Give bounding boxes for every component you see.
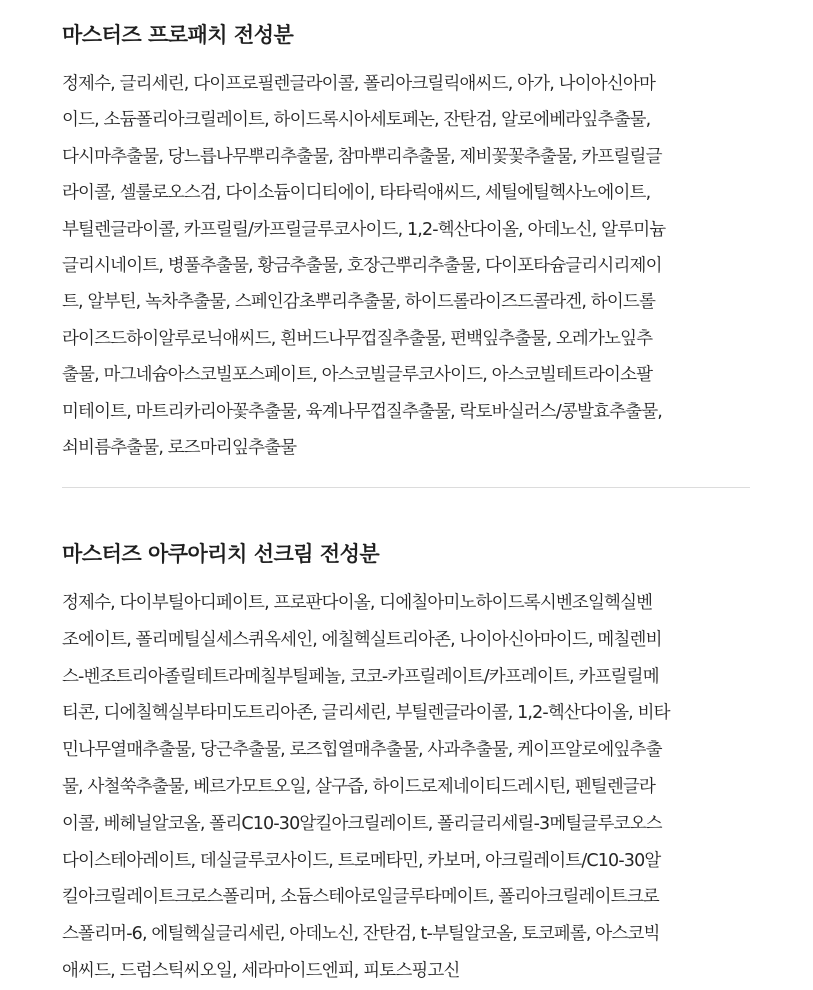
ingredients-section-sunscreen [62, 535, 762, 990]
ingredients-line: 트, 알부틴, 녹차추출물, 스페인감초뿌리추출물, 하이드롤라이즈드콜라겐, 하이드롤 [62, 292, 655, 313]
section-title: 마스터즈 아쿠아리치 선크림 전성분 [62, 542, 380, 566]
section-title: 마스터즈 프로패치 전성분 [62, 23, 294, 47]
ingredients-section-propatch [62, 16, 762, 466]
ingredients-text [62, 585, 762, 990]
ingredients-line: 티콘, 디에칠헥실부타미도트리아존, 글리세린, 부틸렌글라이콜, 1,2-헥산다이올, 비타 [62, 703, 670, 724]
ingredients-line: 킬아크릴레이트크로스폴리머, 소듐스테아로일글루타메이트, 폴리아크릴레이트크로 [62, 887, 659, 908]
ingredients-line: 부틸렌글라이콜, 카프릴릴/카프릴글루코사이드, 1,2-헥산다이올, 아데노신, 알루미늄 [62, 219, 666, 240]
ingredients-line: 다시마추출물, 당느릅나무뿌리추출물, 참마뿌리추출물, 제비꽃꽃추출물, 카프릴릴글 [62, 146, 662, 167]
ingredients-line: 이드, 소듐폴리아크릴레이트, 하이드록시아세토페논, 잔탄검, 알로에베라잎추출물, [62, 110, 651, 131]
section-divider [62, 487, 750, 488]
ingredients-line: 라이콜, 셀룰로오스검, 다이소듐이디티에이, 타타릭애씨드, 세틸에틸헥사노에이트, [62, 183, 651, 204]
ingredients-line: 다이스테아레이트, 데실글루코사이드, 트로메타민, 카보머, 아크릴레이트/C10-30알 [62, 850, 661, 871]
ingredients-line: 라이즈드하이알루로닉애씨드, 흰버드나무껍질추출물, 편백잎추출물, 오레가노잎추 [62, 328, 653, 349]
ingredients-line: 쇠비름추출물, 로즈마리잎추출물 [62, 437, 297, 458]
ingredients-line: 미테이트, 마트리카리아꽃추출물, 육계나무껍질추출물, 락토바실러스/콩발효추출물, [62, 401, 662, 422]
ingredients-line: 조에이트, 폴리메틸실세스퀴옥세인, 에칠헥실트리아존, 나이아신아마이드, 메칠렌비 [62, 629, 662, 650]
ingredients-line: 출물, 마그네슘아스코빌포스페이트, 아스코빌글루코사이드, 아스코빌테트라이소팔 [62, 365, 653, 386]
ingredients-line: 정제수, 다이부틸아디페이트, 프로판다이올, 디에칠아미노하이드록시벤조일헥실벤 [62, 593, 653, 613]
ingredients-line: 이콜, 베헤닐알코올, 폴리C10-30알킬아크릴레이트, 폴리글리세릴-3메틸글루코오스 [62, 813, 662, 834]
ingredients-line: 물, 사철쑥추출물, 베르가모트오일, 살구즙, 하이드로제네이티드레시틴, 펜틸렌글라 [62, 776, 655, 797]
ingredients-line: 스폴리머-6, 에틸헥실글리세린, 아데노신, 잔탄검, t-부틸알코올, 토코페롤, 아스코빅 [62, 924, 660, 945]
ingredients-line: 민나무열매추출물, 당근추출물, 로즈힙열매추출물, 사과추출물, 케이프알로에잎추출 [62, 740, 662, 761]
ingredients-text [62, 66, 762, 466]
ingredients-line: 정제수, 글리세린, 다이프로필렌글라이콜, 폴리아크릴릭애씨드, 아가, 나이아신아마 [62, 74, 655, 94]
ingredients-line: 스-벤조트리아졸릴테트라메칠부틸페놀, 코코-카프릴레이트/카프레이트, 카프릴릴메 [62, 666, 659, 687]
ingredients-line: 글리시네이트, 병풀추출물, 황금추출물, 호장근뿌리추출물, 다이포타슘글리시리제이 [62, 255, 662, 276]
ingredients-line: 애씨드, 드럼스틱씨오일, 세라마이드엔피, 피토스핑고신 [62, 960, 460, 981]
